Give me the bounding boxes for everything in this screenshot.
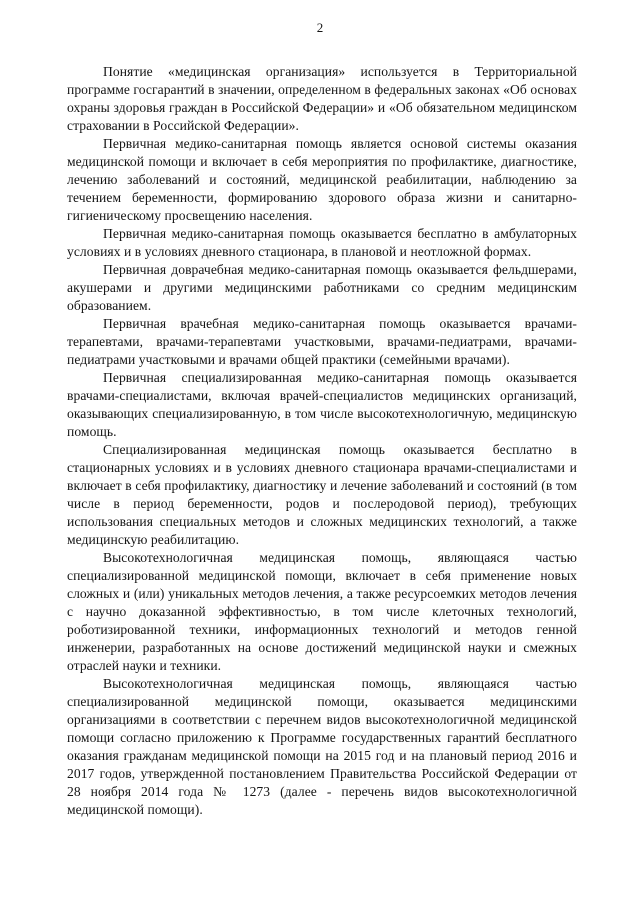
paragraph: Первичная врачебная медико-санитарная помощь оказывается врачами-терапевтами, врачами-терапевтами участковыми, врачами-педиатрами, врачами-педиатрами участковыми и врачами общей практики (семейными врачами).	[67, 316, 577, 367]
paragraph: Первичная специализированная медико-санитарная помощь оказывается врачами-специалистами, включая врачей-специалистов медицинских организаций, оказывающих специализированную, в том числе высокотехнологичную, медицинскую помощь.	[67, 370, 577, 439]
paragraph: Высокотехнологичная медицинская помощь, являющаяся частью специализированной медицинской помощи, оказывается медицинскими организациями в соответствии с перечнем видов высокотехнологичной медицинской помощи согласно приложению к Программе государственных гарантий бесплатного оказания гражданам медицинской помощи на 2015 год и на плановый период 2016 и 2017 годов, утвержденной постановлением Правительства Российской Федерации от 28 ноября 2014 года № 1273 (далее - перечень видов высокотехнологичной медицинской помощи).	[67, 676, 577, 817]
paragraph: Высокотехнологичная медицинская помощь, являющаяся частью специализированной медицинской помощи, включает в себя применение новых сложных и (или) уникальных методов лечения, а также ресурсоемких методов лечения с научно доказанной эффективностью, в том числе клеточных технологий, роботизированной техники, информационных технологий и методов генной инженерии, разработанных на основе достижений медицинской науки и смежных отраслей науки и техники.	[67, 550, 577, 673]
paragraph: Понятие «медицинская организация» используется в Территориальной программе госгарантий в значении, определенном в федеральных законах «Об основах охраны здоровья граждан в Российской Федерации» и «Об обязательном медицинском страховании в Российской Федерации».	[67, 64, 577, 133]
paragraph: Первичная медико-санитарная помощь оказывается бесплатно в амбулаторных условиях и в условиях дневного стационара, в плановой и неотложной формах.	[67, 226, 577, 259]
page-number: 2	[316, 20, 324, 35]
document-body	[67, 63, 577, 819]
paragraph: Первичная медико-санитарная помощь является основой системы оказания медицинской помощи и включает в себя мероприятия по профилактике, диагностике, лечению заболеваний и состояний, медицинской реабилитации, наблюдению за течением беременности, формированию здорового образа жизни и санитарно-гигиеническому просвещению населения.	[67, 136, 577, 223]
paragraph: Первичная доврачебная медико-санитарная помощь оказывается фельдшерами, акушерами и другими медицинскими работниками со средним медицинским образованием.	[67, 262, 577, 313]
paragraph: Специализированная медицинская помощь оказывается бесплатно в стационарных условиях и в условиях дневного стационара врачами-специалистами и включает в себя профилактику, диагностику и лечение заболеваний и состояний (в том числе в период беременности, родов и послеродовой период), требующих использования специальных методов и сложных медицинских технологий, а также медицинскую реабилитацию.	[67, 442, 577, 547]
